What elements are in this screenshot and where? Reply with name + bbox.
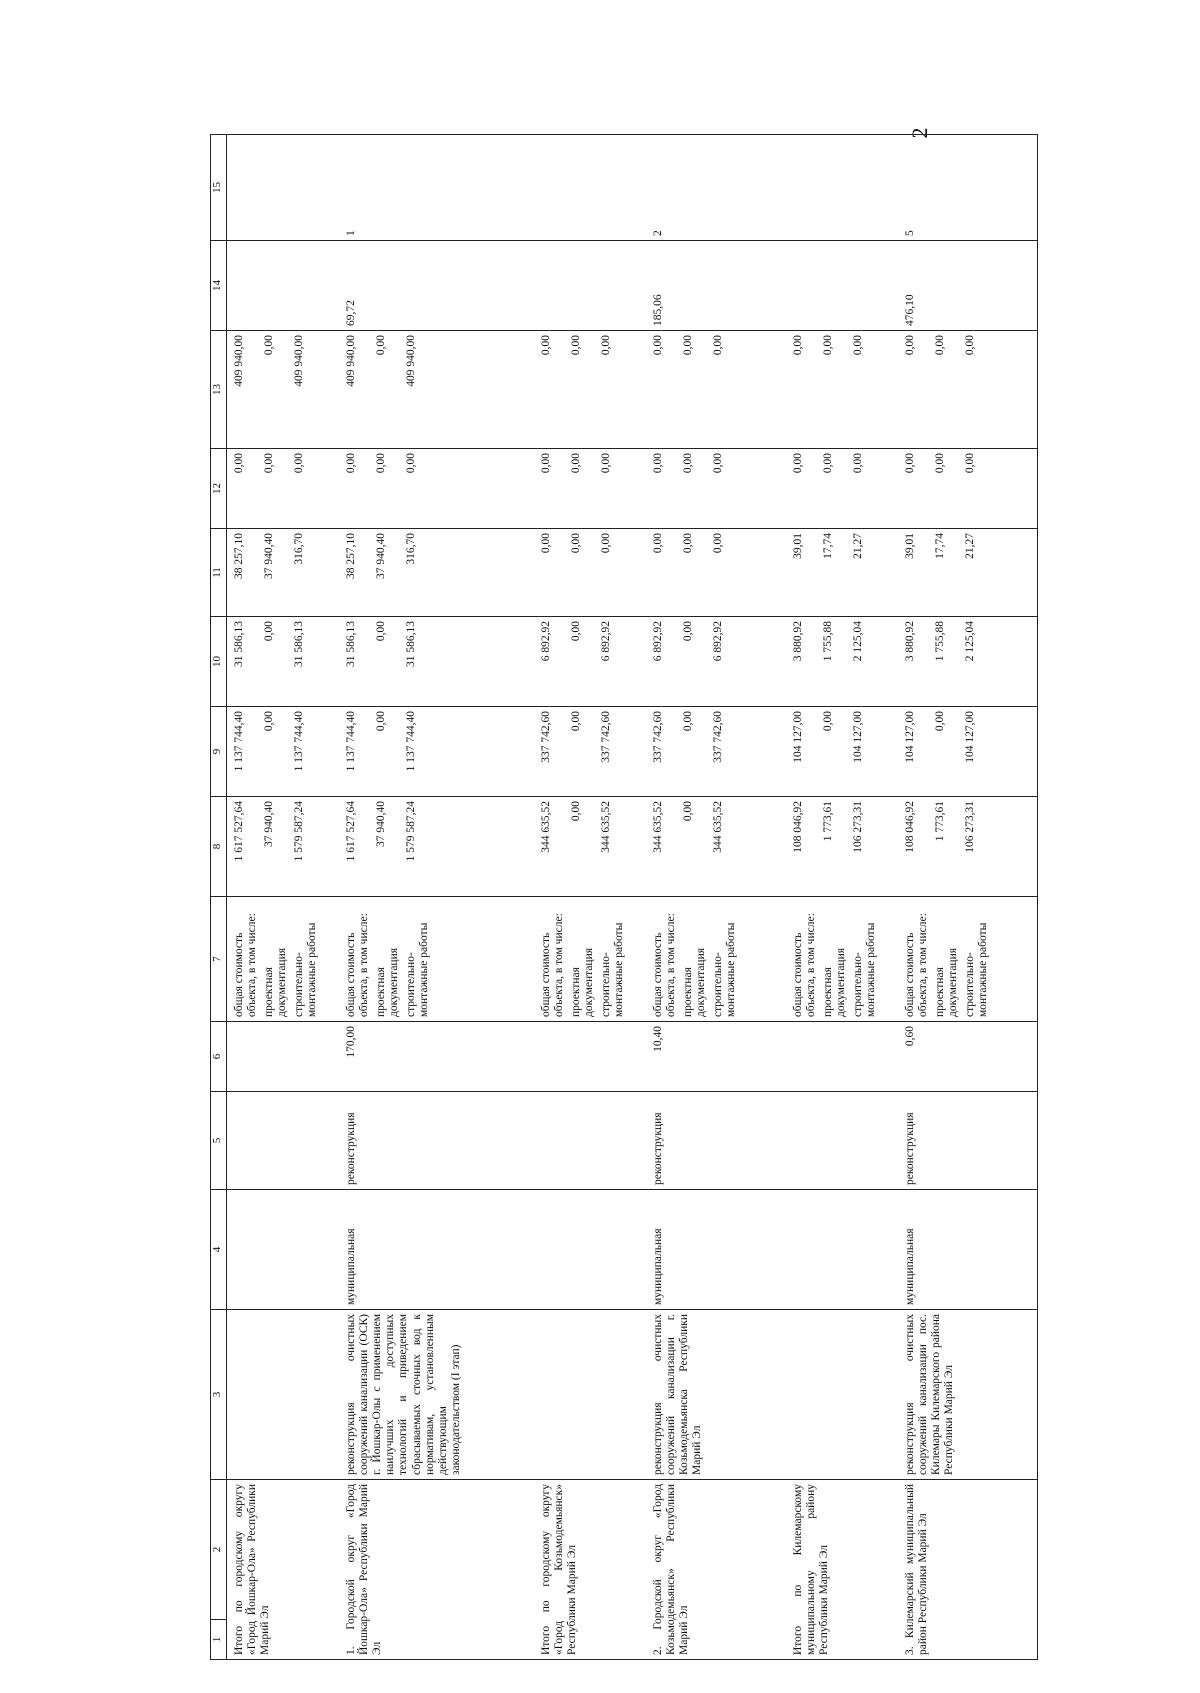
- value: 0,00: [681, 801, 694, 822]
- cost-per-unit-cell: [534, 241, 646, 331]
- value: 0,00: [233, 453, 245, 474]
- value: 1 617 527,64: [233, 801, 245, 862]
- ownership-cell: [786, 1190, 898, 1310]
- value: 0,00: [903, 453, 916, 474]
- value-cell-8: [646, 797, 786, 897]
- completion-year-cell: [227, 135, 339, 241]
- cost-per-unit-cell: 69,72: [339, 241, 534, 331]
- value: 31 586,13: [293, 621, 305, 667]
- column-number-cell: 14: [211, 241, 227, 331]
- value: 37 940,40: [263, 533, 275, 579]
- value: 31 586,13: [404, 621, 417, 667]
- column-number-cell: 13: [211, 331, 227, 449]
- value: 344 635,52: [651, 801, 664, 853]
- value: 0,00: [539, 335, 552, 356]
- cost-type-label: строительно-монтажные работы: [711, 922, 737, 1017]
- region-name-cell: 2. Городской округ «Город Козьмодемьянск» Республики Марий Эл: [646, 1480, 786, 1660]
- value: 0,00: [374, 453, 387, 474]
- value: 21,27: [963, 533, 976, 559]
- value-cell-9: [646, 707, 786, 797]
- value-cell-11: [339, 529, 534, 617]
- value: 0,00: [599, 335, 612, 356]
- value: 0,00: [711, 335, 724, 356]
- object-name-cell: [534, 1310, 646, 1480]
- cost-type-label: строительно-монтажные работы: [963, 922, 989, 1017]
- column-number-cell: 8: [211, 797, 227, 897]
- cost-type-cell: [898, 897, 1038, 1022]
- value-cell-9: [339, 707, 534, 797]
- value: 2 125,04: [963, 621, 976, 662]
- region-name-cell: Итого по городскому округу «Город Козьмодемьянск» Республики Марий Эл: [534, 1480, 646, 1660]
- value-cell-9: [534, 707, 646, 797]
- column-number-cell: 12: [211, 449, 227, 529]
- value: 0,00: [651, 453, 664, 474]
- value: 104 127,00: [791, 711, 804, 763]
- column-number-cell: 11: [211, 529, 227, 617]
- value: 6 892,92: [711, 621, 724, 662]
- cost-type-label: проектная документация: [933, 947, 959, 1017]
- value: 1 579 587,24: [293, 801, 305, 862]
- value: 0,00: [821, 711, 834, 732]
- value: 6 892,92: [599, 621, 612, 662]
- object-name-cell: реконструкция очистных сооружений канализации пос. Килемары Килемарского района Республики Марий Эл: [898, 1310, 1038, 1480]
- value: 0,00: [374, 621, 387, 642]
- cost-type-label: общая стоимость объекта, в том числе:: [791, 913, 817, 1017]
- value: 1 137 744,40: [404, 711, 417, 772]
- value-cell-11: [786, 529, 898, 617]
- value-cell-13: [339, 331, 534, 449]
- column-number-cell: 7: [211, 897, 227, 1022]
- value: 2 125,04: [851, 621, 864, 662]
- cost-type-cell: [786, 897, 898, 1022]
- value-cell-11: [898, 529, 1038, 617]
- value: 6 892,92: [651, 621, 664, 662]
- value: 0,00: [821, 453, 834, 474]
- rotated-sheet: [210, 135, 989, 1660]
- value: 21,27: [851, 533, 864, 559]
- value: 0,00: [651, 335, 664, 356]
- value: 1 773,61: [821, 801, 834, 842]
- completion-year-cell: 1: [339, 135, 534, 241]
- value: 0,00: [569, 711, 582, 732]
- value-cell-13: [227, 331, 339, 449]
- value-cell-10: [534, 617, 646, 707]
- value: 1 137 744,40: [344, 711, 357, 772]
- value: 0,00: [851, 335, 864, 356]
- column-number-cell: 15: [211, 135, 227, 241]
- value-cell-11: [227, 529, 339, 617]
- value: 0,00: [791, 335, 804, 356]
- value: 1 755,88: [821, 621, 834, 662]
- value: 316,70: [404, 533, 417, 565]
- ownership-cell: муниципальная: [339, 1190, 534, 1310]
- work-type-cell: реконструкция: [646, 1092, 786, 1190]
- value: 0,00: [903, 335, 916, 356]
- value: 0,00: [651, 533, 664, 554]
- value: 0,00: [711, 453, 724, 474]
- work-type-cell: [786, 1092, 898, 1190]
- completion-year-cell: [534, 135, 646, 241]
- work-type-cell: реконструкция: [898, 1092, 1038, 1190]
- value: 104 127,00: [963, 711, 976, 763]
- object-name-cell: [227, 1310, 339, 1480]
- value-cell-9: [227, 707, 339, 797]
- value: 337 742,60: [711, 711, 724, 763]
- value: 344 635,52: [711, 801, 724, 853]
- value: 409 940,00: [404, 335, 417, 387]
- cost-type-cell: [646, 897, 786, 1022]
- cost-type-label: строительно-монтажные работы: [851, 922, 877, 1017]
- cost-type-label: строительно-монтажные работы: [293, 922, 319, 1017]
- cost-type-label: общая стоимость объекта, в том числе:: [539, 913, 565, 1017]
- value: 344 635,52: [539, 801, 552, 853]
- value: 337 742,60: [651, 711, 664, 763]
- value: 37 940,40: [374, 801, 387, 847]
- value: 1 617 527,64: [344, 801, 357, 862]
- value: 104 127,00: [851, 711, 864, 763]
- object-row: [646, 135, 786, 1660]
- value: 1 137 744,40: [233, 711, 245, 772]
- value: 409 940,00: [233, 335, 245, 387]
- value-cell-11: [646, 529, 786, 617]
- capacity-cell: [227, 1022, 339, 1092]
- capacity-cell: [786, 1022, 898, 1092]
- column-number-cell: 1: [211, 1620, 227, 1660]
- value-cell-12: [534, 449, 646, 529]
- value: 106 273,31: [851, 801, 864, 853]
- value-cell-12: [227, 449, 339, 529]
- column-number-row: [211, 135, 227, 1660]
- value-cell-10: [898, 617, 1038, 707]
- value-cell-12: [786, 449, 898, 529]
- value-cell-12: [339, 449, 534, 529]
- value-cell-8: [339, 797, 534, 897]
- value: 409 940,00: [344, 335, 357, 387]
- value: 0,00: [263, 335, 275, 356]
- capacity-cell: 0,60: [898, 1022, 1038, 1092]
- value: 0,00: [599, 453, 612, 474]
- cost-per-unit-cell: [227, 241, 339, 331]
- cost-type-label: общая стоимость объекта, в том числе:: [344, 913, 370, 1017]
- value: 0,00: [681, 453, 694, 474]
- object-row: [898, 135, 1038, 1660]
- value: 337 742,60: [599, 711, 612, 763]
- cost-per-unit-cell: 476,10: [898, 241, 1038, 331]
- cost-type-label: общая стоимость объекта, в том числе:: [233, 913, 259, 1017]
- value: 106 273,31: [963, 801, 976, 853]
- value: 37 940,40: [374, 533, 387, 579]
- value: 409 940,00: [293, 335, 305, 387]
- value-cell-8: [227, 797, 339, 897]
- value-cell-8: [534, 797, 646, 897]
- value: 0,00: [681, 533, 694, 554]
- value-cell-11: [534, 529, 646, 617]
- value: 0,00: [681, 711, 694, 732]
- value: 39,01: [791, 533, 804, 559]
- value-cell-13: [534, 331, 646, 449]
- cost-per-unit-cell: [786, 241, 898, 331]
- value: 0,00: [963, 335, 976, 356]
- value: 0,00: [293, 453, 305, 474]
- value: 0,00: [599, 533, 612, 554]
- value: 0,00: [821, 335, 834, 356]
- region-name-cell: 3. Килемарский муниципальный район Республики Марий Эл: [898, 1480, 1038, 1660]
- value: 0,00: [569, 621, 582, 642]
- column-number-cell: 10: [211, 617, 227, 707]
- object-row: [339, 135, 534, 1660]
- region-name-cell: Итого по городскому округу «Город Йошкар-Ола» Республики Марий Эл: [227, 1480, 339, 1660]
- capacity-cell: 10,40: [646, 1022, 786, 1092]
- cost-type-label: проектная документация: [263, 947, 289, 1017]
- value-cell-13: [786, 331, 898, 449]
- column-number-cell: 2: [211, 1480, 227, 1620]
- column-number-cell: 3: [211, 1310, 227, 1480]
- value: 1 579 587,24: [404, 801, 417, 862]
- value-cell-8: [898, 797, 1038, 897]
- object-name-cell: [786, 1310, 898, 1480]
- value: 31 586,13: [344, 621, 357, 667]
- work-type-cell: [534, 1092, 646, 1190]
- value: 17,74: [933, 533, 946, 559]
- value: 39,01: [903, 533, 916, 559]
- value: 38 257,10: [233, 533, 245, 579]
- value: 316,70: [293, 533, 305, 565]
- object-name-cell: реконструкция очистных сооружений канализации г. Козьмодемьянска Республики Марий Эл: [646, 1310, 786, 1480]
- ownership-cell: [534, 1190, 646, 1310]
- value-cell-12: [646, 449, 786, 529]
- value-cell-8: [786, 797, 898, 897]
- region-name-cell: Итого по Килемарскому муниципальному району Республики Марий Эл: [786, 1480, 898, 1660]
- ownership-cell: муниципальная: [898, 1190, 1038, 1310]
- investment-table: [210, 134, 1038, 1660]
- column-number-cell: 9: [211, 707, 227, 797]
- cost-type-cell: [227, 897, 339, 1022]
- cost-type-label: общая стоимость объекта, в том числе:: [903, 913, 929, 1017]
- cost-type-label: проектная документация: [681, 947, 707, 1017]
- value: 0,00: [263, 453, 275, 474]
- cost-type-label: строительно-монтажные работы: [404, 922, 430, 1017]
- subtotal-row: [534, 135, 646, 1660]
- cost-type-label: проектная документация: [569, 947, 595, 1017]
- value: 0,00: [933, 711, 946, 732]
- completion-year-cell: 2: [646, 135, 786, 241]
- value: 0,00: [933, 335, 946, 356]
- page-number: 2: [907, 127, 932, 139]
- column-number-cell: 4: [211, 1190, 227, 1310]
- value: 6 892,92: [539, 621, 552, 662]
- value: 0,00: [344, 453, 357, 474]
- value: 0,00: [539, 533, 552, 554]
- value: 1 773,61: [933, 801, 946, 842]
- ownership-cell: муниципальная: [646, 1190, 786, 1310]
- value: 0,00: [374, 335, 387, 356]
- value: 17,74: [821, 533, 834, 559]
- value-cell-9: [786, 707, 898, 797]
- value: 0,00: [404, 453, 417, 474]
- value: 108 046,92: [791, 801, 804, 853]
- region-name-cell: 1. Городской округ «Город Йошкар-Ола» Республики Марий Эл: [339, 1480, 534, 1660]
- value: 3 880,92: [791, 621, 804, 662]
- value: 37 940,40: [263, 801, 275, 847]
- value: 108 046,92: [903, 801, 916, 853]
- cost-per-unit-cell: 185,06: [646, 241, 786, 331]
- subtotal-row: [227, 135, 339, 1660]
- value: 0,00: [681, 335, 694, 356]
- cost-type-label: общая стоимость объекта, в том числе:: [651, 913, 677, 1017]
- value: 1 755,88: [933, 621, 946, 662]
- cost-type-label: проектная документация: [821, 947, 847, 1017]
- value-cell-13: [898, 331, 1038, 449]
- value: 0,00: [933, 453, 946, 474]
- value: 0,00: [263, 711, 275, 732]
- value: 3 880,92: [903, 621, 916, 662]
- value: 337 742,60: [539, 711, 552, 763]
- capacity-cell: 170,00: [339, 1022, 534, 1092]
- capacity-cell: [534, 1022, 646, 1092]
- value: 0,00: [681, 621, 694, 642]
- object-name-cell: реконструкция очистных сооружений канализации (ОСК) г. Йошкар-Олы с применением наилучших доступных технологий и приведением сбрасываемых сточных вод к нормативам, установленным действующим законодательством (I этап): [339, 1310, 534, 1480]
- value: 0,00: [791, 453, 804, 474]
- value-cell-10: [339, 617, 534, 707]
- value-cell-9: [898, 707, 1038, 797]
- value: 0,00: [569, 453, 582, 474]
- completion-year-cell: 5: [898, 135, 1038, 241]
- value: 0,00: [711, 533, 724, 554]
- value: 0,00: [539, 453, 552, 474]
- cost-type-label: строительно-монтажные работы: [599, 922, 625, 1017]
- value: 38 257,10: [344, 533, 357, 579]
- value: 0,00: [374, 711, 387, 732]
- cost-type-label: проектная документация: [374, 947, 400, 1017]
- value: 1 137 744,40: [293, 711, 305, 772]
- value: 0,00: [569, 533, 582, 554]
- value-cell-10: [646, 617, 786, 707]
- value: 31 586,13: [233, 621, 245, 667]
- value: 0,00: [851, 453, 864, 474]
- column-number-cell: 6: [211, 1022, 227, 1092]
- value: 0,00: [569, 801, 582, 822]
- column-number-cell: 5: [211, 1092, 227, 1190]
- value-cell-13: [646, 331, 786, 449]
- cost-type-cell: [339, 897, 534, 1022]
- value-cell-10: [227, 617, 339, 707]
- work-type-cell: [227, 1092, 339, 1190]
- ownership-cell: [227, 1190, 339, 1310]
- value: 344 635,52: [599, 801, 612, 853]
- completion-year-cell: [786, 135, 898, 241]
- value-cell-12: [898, 449, 1038, 529]
- subtotal-row: [786, 135, 898, 1660]
- value: 0,00: [569, 335, 582, 356]
- cost-type-cell: [534, 897, 646, 1022]
- value-cell-10: [786, 617, 898, 707]
- value: 0,00: [263, 621, 275, 642]
- value: 0,00: [963, 453, 976, 474]
- value: 104 127,00: [903, 711, 916, 763]
- work-type-cell: реконструкция: [339, 1092, 534, 1190]
